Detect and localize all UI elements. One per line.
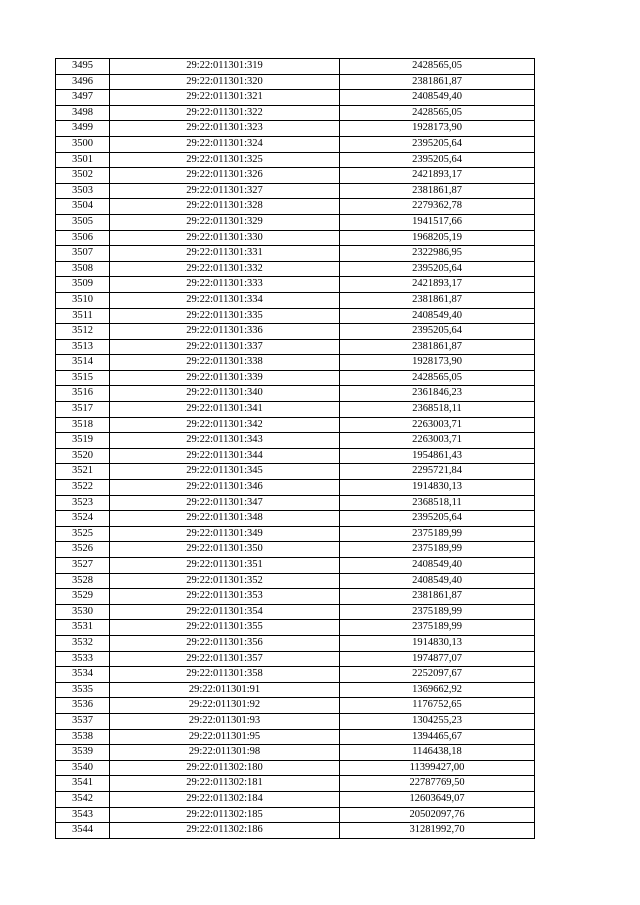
value-cell: 2263003,71 (340, 433, 535, 449)
cadastral-number-cell: 29:22:011301:328 (110, 199, 340, 215)
value-cell: 2381861,87 (340, 339, 535, 355)
value-cell: 2381861,87 (340, 183, 535, 199)
value-cell: 2381861,87 (340, 74, 535, 90)
cadastral-number-cell: 29:22:011301:95 (110, 729, 340, 745)
value-cell: 2279362,78 (340, 199, 535, 215)
table-row (56, 183, 535, 199)
value-cell: 2361846,23 (340, 386, 535, 402)
table-row (56, 620, 535, 636)
row-number-cell: 3544 (56, 823, 110, 839)
cadastral-number-cell: 29:22:011301:334 (110, 292, 340, 308)
cadastral-number-cell: 29:22:011301:344 (110, 448, 340, 464)
cadastral-number-cell: 29:22:011302:181 (110, 776, 340, 792)
value-cell: 2408549,40 (340, 308, 535, 324)
table-row (56, 604, 535, 620)
row-number-cell: 3503 (56, 183, 110, 199)
table-row (56, 402, 535, 418)
row-number-cell: 3495 (56, 59, 110, 75)
row-number-cell: 3508 (56, 261, 110, 277)
table-row (56, 745, 535, 761)
cadastral-number-cell: 29:22:011301:325 (110, 152, 340, 168)
cadastral-number-cell: 29:22:011302:184 (110, 791, 340, 807)
value-cell: 1304255,23 (340, 713, 535, 729)
cadastral-number-cell: 29:22:011301:323 (110, 121, 340, 137)
value-cell: 2368518,11 (340, 495, 535, 511)
row-number-cell: 3517 (56, 402, 110, 418)
value-cell: 1369662,92 (340, 682, 535, 698)
value-cell: 1914830,13 (340, 480, 535, 496)
row-number-cell: 3519 (56, 433, 110, 449)
table-row (56, 511, 535, 527)
table-row (56, 807, 535, 823)
row-number-cell: 3511 (56, 308, 110, 324)
cadastral-number-cell: 29:22:011301:337 (110, 339, 340, 355)
row-number-cell: 3512 (56, 324, 110, 340)
value-cell: 2395205,64 (340, 324, 535, 340)
value-cell: 2395205,64 (340, 152, 535, 168)
row-number-cell: 3509 (56, 277, 110, 293)
table-row (56, 199, 535, 215)
table-row (56, 59, 535, 75)
value-cell: 2395205,64 (340, 261, 535, 277)
cadastral-number-cell: 29:22:011301:349 (110, 526, 340, 542)
table-row (56, 729, 535, 745)
cadastral-number-cell: 29:22:011301:327 (110, 183, 340, 199)
cadastral-number-cell: 29:22:011301:343 (110, 433, 340, 449)
value-cell: 2263003,71 (340, 417, 535, 433)
row-number-cell: 3528 (56, 573, 110, 589)
table-row (56, 667, 535, 683)
table-row (56, 448, 535, 464)
value-cell: 2421893,17 (340, 277, 535, 293)
table-row (56, 682, 535, 698)
cadastral-number-cell: 29:22:011301:338 (110, 355, 340, 371)
table-row (56, 464, 535, 480)
cadastral-number-cell: 29:22:011301:345 (110, 464, 340, 480)
cadastral-number-cell: 29:22:011301:329 (110, 214, 340, 230)
row-number-cell: 3535 (56, 682, 110, 698)
cadastral-number-cell: 29:22:011301:332 (110, 261, 340, 277)
row-number-cell: 3505 (56, 214, 110, 230)
row-number-cell: 3506 (56, 230, 110, 246)
value-cell: 2395205,64 (340, 511, 535, 527)
value-cell: 2252097,67 (340, 667, 535, 683)
table-row (56, 246, 535, 262)
table-row (56, 480, 535, 496)
row-number-cell: 3520 (56, 448, 110, 464)
table-row (56, 370, 535, 386)
cadastral-number-cell: 29:22:011301:356 (110, 635, 340, 651)
cadastral-number-cell: 29:22:011301:346 (110, 480, 340, 496)
table-row (56, 355, 535, 371)
value-cell: 2428565,05 (340, 370, 535, 386)
row-number-cell: 3510 (56, 292, 110, 308)
value-cell: 2375189,99 (340, 526, 535, 542)
table-row (56, 277, 535, 293)
value-cell: 1968205,19 (340, 230, 535, 246)
value-cell: 1394465,67 (340, 729, 535, 745)
table-row (56, 589, 535, 605)
row-number-cell: 3523 (56, 495, 110, 511)
cadastral-number-cell: 29:22:011301:324 (110, 136, 340, 152)
table-row (56, 168, 535, 184)
row-number-cell: 3532 (56, 635, 110, 651)
row-number-cell: 3538 (56, 729, 110, 745)
cadastral-number-cell: 29:22:011301:351 (110, 558, 340, 574)
value-cell: 2408549,40 (340, 573, 535, 589)
row-number-cell: 3527 (56, 558, 110, 574)
cadastral-number-cell: 29:22:011301:98 (110, 745, 340, 761)
cadastral-number-cell: 29:22:011301:322 (110, 105, 340, 121)
table-row (56, 760, 535, 776)
cadastral-number-cell: 29:22:011301:358 (110, 667, 340, 683)
value-cell: 2368518,11 (340, 402, 535, 418)
value-cell: 2408549,40 (340, 558, 535, 574)
cadastral-number-cell: 29:22:011301:331 (110, 246, 340, 262)
value-cell: 2395205,64 (340, 136, 535, 152)
row-number-cell: 3536 (56, 698, 110, 714)
cadastral-number-cell: 29:22:011301:320 (110, 74, 340, 90)
table-row (56, 698, 535, 714)
row-number-cell: 3518 (56, 417, 110, 433)
row-number-cell: 3539 (56, 745, 110, 761)
cadastral-number-cell: 29:22:011301:319 (110, 59, 340, 75)
table-row (56, 261, 535, 277)
row-number-cell: 3502 (56, 168, 110, 184)
table-row (56, 573, 535, 589)
row-number-cell: 3534 (56, 667, 110, 683)
value-cell: 1974877,07 (340, 651, 535, 667)
table-row (56, 386, 535, 402)
value-cell: 2428565,05 (340, 105, 535, 121)
data-table (55, 58, 535, 839)
value-cell: 2408549,40 (340, 90, 535, 106)
table-row (56, 651, 535, 667)
cadastral-number-cell: 29:22:011302:180 (110, 760, 340, 776)
table-row (56, 823, 535, 839)
table-row (56, 152, 535, 168)
cadastral-number-cell: 29:22:011301:340 (110, 386, 340, 402)
cadastral-number-cell: 29:22:011302:186 (110, 823, 340, 839)
value-cell: 12603649,07 (340, 791, 535, 807)
table-row (56, 417, 535, 433)
row-number-cell: 3504 (56, 199, 110, 215)
row-number-cell: 3540 (56, 760, 110, 776)
table-row (56, 433, 535, 449)
cadastral-number-cell: 29:22:011301:353 (110, 589, 340, 605)
row-number-cell: 3526 (56, 542, 110, 558)
cadastral-number-cell: 29:22:011301:342 (110, 417, 340, 433)
cadastral-number-cell: 29:22:011301:347 (110, 495, 340, 511)
cadastral-number-cell: 29:22:011301:354 (110, 604, 340, 620)
document-page (55, 58, 534, 839)
table-row (56, 713, 535, 729)
value-cell: 2381861,87 (340, 292, 535, 308)
table-row (56, 324, 535, 340)
row-number-cell: 3524 (56, 511, 110, 527)
value-cell: 31281992,70 (340, 823, 535, 839)
cadastral-number-cell: 29:22:011301:335 (110, 308, 340, 324)
value-cell: 2428565,05 (340, 59, 535, 75)
row-number-cell: 3500 (56, 136, 110, 152)
row-number-cell: 3515 (56, 370, 110, 386)
table-row (56, 214, 535, 230)
row-number-cell: 3529 (56, 589, 110, 605)
table-row (56, 526, 535, 542)
row-number-cell: 3496 (56, 74, 110, 90)
value-cell: 22787769,50 (340, 776, 535, 792)
row-number-cell: 3543 (56, 807, 110, 823)
cadastral-number-cell: 29:22:011301:321 (110, 90, 340, 106)
table-row (56, 136, 535, 152)
row-number-cell: 3499 (56, 121, 110, 137)
row-number-cell: 3531 (56, 620, 110, 636)
table-row (56, 292, 535, 308)
table-row (56, 776, 535, 792)
value-cell: 1928173,90 (340, 355, 535, 371)
cadastral-number-cell: 29:22:011301:350 (110, 542, 340, 558)
value-cell: 2421893,17 (340, 168, 535, 184)
cadastral-number-cell: 29:22:011301:333 (110, 277, 340, 293)
value-cell: 2375189,99 (340, 604, 535, 620)
row-number-cell: 3513 (56, 339, 110, 355)
row-number-cell: 3522 (56, 480, 110, 496)
row-number-cell: 3530 (56, 604, 110, 620)
row-number-cell: 3498 (56, 105, 110, 121)
cadastral-number-cell: 29:22:011301:357 (110, 651, 340, 667)
row-number-cell: 3525 (56, 526, 110, 542)
value-cell: 1954861,43 (340, 448, 535, 464)
row-number-cell: 3541 (56, 776, 110, 792)
value-cell: 2295721,84 (340, 464, 535, 480)
row-number-cell: 3533 (56, 651, 110, 667)
cadastral-number-cell: 29:22:011301:336 (110, 324, 340, 340)
value-cell: 1914830,13 (340, 635, 535, 651)
table-row (56, 90, 535, 106)
value-cell: 2375189,99 (340, 620, 535, 636)
table-row (56, 121, 535, 137)
row-number-cell: 3542 (56, 791, 110, 807)
row-number-cell: 3537 (56, 713, 110, 729)
table-row (56, 339, 535, 355)
table-row (56, 105, 535, 121)
value-cell: 1941517,66 (340, 214, 535, 230)
table-body (56, 59, 535, 839)
row-number-cell: 3501 (56, 152, 110, 168)
row-number-cell: 3521 (56, 464, 110, 480)
table-row (56, 308, 535, 324)
table-row (56, 542, 535, 558)
row-number-cell: 3514 (56, 355, 110, 371)
table-row (56, 74, 535, 90)
cadastral-number-cell: 29:22:011301:352 (110, 573, 340, 589)
row-number-cell: 3507 (56, 246, 110, 262)
cadastral-number-cell: 29:22:011301:91 (110, 682, 340, 698)
cadastral-number-cell: 29:22:011301:326 (110, 168, 340, 184)
table-row (56, 495, 535, 511)
value-cell: 2322986,95 (340, 246, 535, 262)
value-cell: 1928173,90 (340, 121, 535, 137)
table-row (56, 558, 535, 574)
value-cell: 2375189,99 (340, 542, 535, 558)
cadastral-number-cell: 29:22:011301:341 (110, 402, 340, 418)
cadastral-number-cell: 29:22:011301:330 (110, 230, 340, 246)
row-number-cell: 3497 (56, 90, 110, 106)
table-row (56, 230, 535, 246)
row-number-cell: 3516 (56, 386, 110, 402)
table-row (56, 635, 535, 651)
value-cell: 1146438,18 (340, 745, 535, 761)
value-cell: 1176752,65 (340, 698, 535, 714)
value-cell: 20502097,76 (340, 807, 535, 823)
cadastral-number-cell: 29:22:011301:348 (110, 511, 340, 527)
cadastral-number-cell: 29:22:011301:92 (110, 698, 340, 714)
table-row (56, 791, 535, 807)
cadastral-number-cell: 29:22:011301:339 (110, 370, 340, 386)
cadastral-number-cell: 29:22:011301:355 (110, 620, 340, 636)
cadastral-number-cell: 29:22:011301:93 (110, 713, 340, 729)
value-cell: 2381861,87 (340, 589, 535, 605)
cadastral-number-cell: 29:22:011302:185 (110, 807, 340, 823)
value-cell: 11399427,00 (340, 760, 535, 776)
